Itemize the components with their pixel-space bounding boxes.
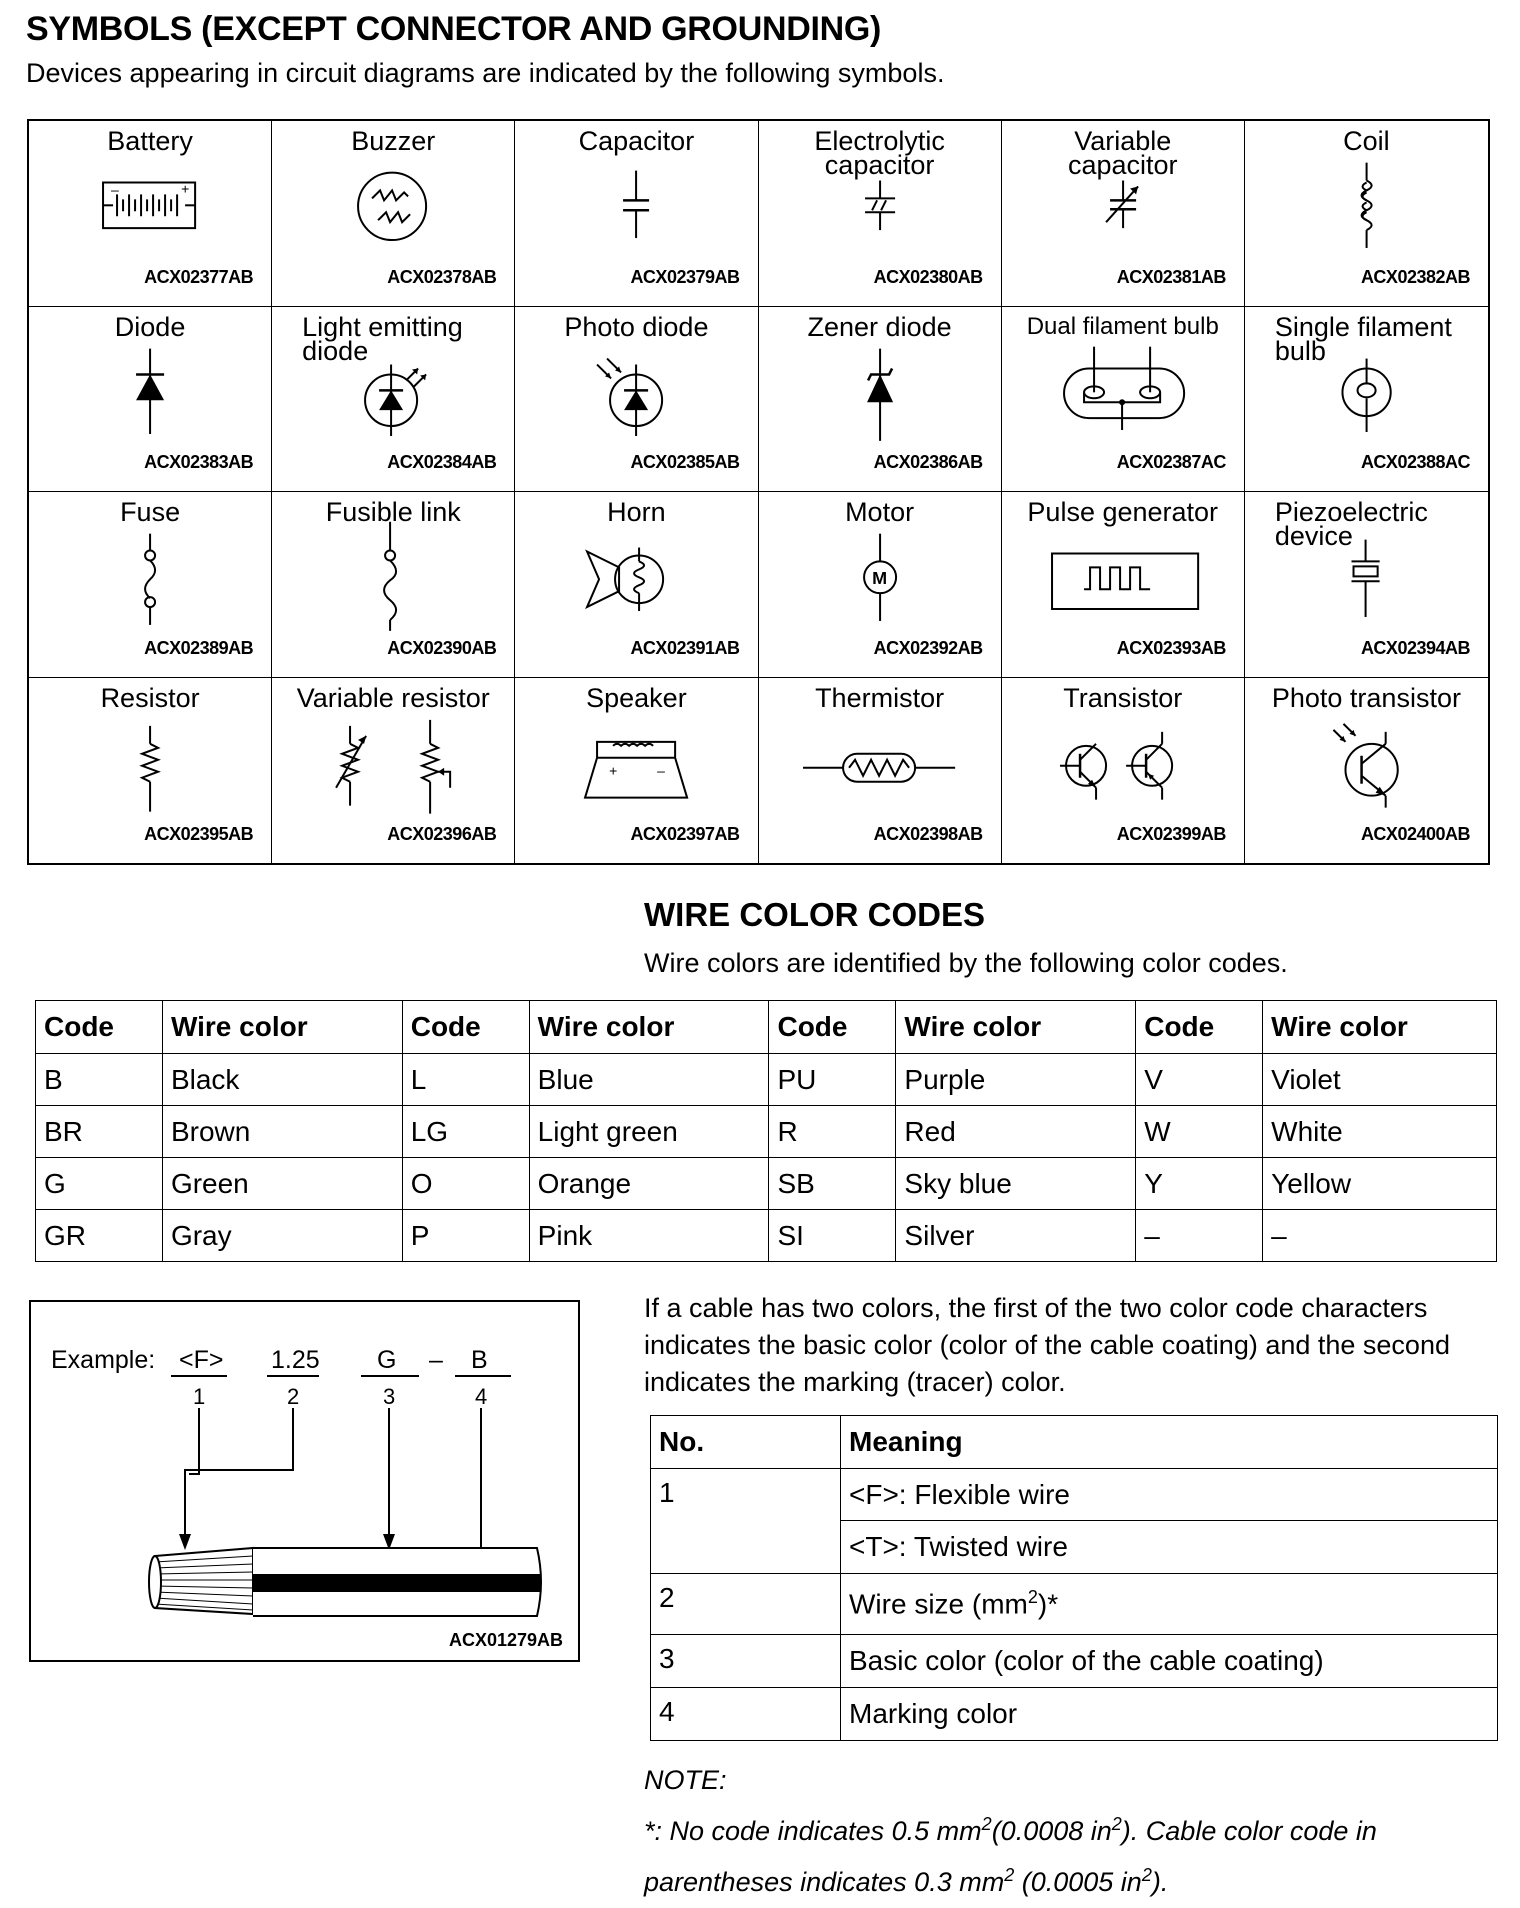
example-number-3: 3 [383, 1384, 396, 1409]
symbol-label: Electrolytic capacitor [814, 126, 945, 180]
symbol-label: Variable resistor [296, 682, 490, 713]
note-line-1 [644, 1802, 1504, 1853]
table-cell: 3 [651, 1635, 841, 1688]
symbol-code: ACX02380AB [873, 266, 983, 287]
meaning-text: Wire size (mm [849, 1588, 1028, 1620]
table-cell: Brown [162, 1106, 402, 1158]
symbol-cell-coil [1245, 121, 1488, 307]
note-block [644, 1758, 1504, 1904]
symbol-label: Coil [1343, 126, 1390, 156]
symbol-code: ACX02397AB [630, 824, 740, 844]
page-title: SYMBOLS (EXCEPT CONNECTOR AND GROUNDING) [26, 10, 882, 48]
header-cell: Wire color [529, 1001, 769, 1054]
table-cell: 4 [651, 1688, 841, 1741]
table-cell: Basic color (color of the cable coating) [841, 1635, 1498, 1688]
svg-text:+: + [181, 180, 190, 197]
example-part-4: B [471, 1346, 488, 1374]
example-dash: – [429, 1346, 443, 1374]
table-cell: Black [162, 1054, 402, 1106]
symbol-cell-horn [515, 492, 758, 678]
symbol-cell-piezoelectric-device [1245, 492, 1488, 678]
note-text: parentheses indicates 0.3 mm [644, 1867, 1005, 1897]
table-header-row [36, 1001, 1497, 1054]
example-part-3: G [377, 1346, 397, 1374]
symbol-code: ACX02393AB [1116, 637, 1226, 658]
symbol-cell-buzzer [272, 121, 515, 307]
symbol-cell-battery [29, 121, 272, 307]
table-row [651, 1635, 1498, 1688]
wire-example-diagram [31, 1302, 582, 1664]
symbol-code: ACX02377AB [144, 266, 254, 287]
table-cell: Purple [896, 1054, 1136, 1106]
table-row [651, 1688, 1498, 1741]
symbol-code: ACX02398AB [873, 824, 983, 844]
svg-text:–: – [111, 181, 119, 198]
table-cell: Silver [896, 1210, 1136, 1262]
symbol-code: ACX02384AB [387, 452, 497, 472]
table-cell: Yellow [1263, 1158, 1497, 1210]
symbol-code: ACX02388AC [1360, 452, 1470, 472]
table-cell: B [36, 1054, 163, 1106]
symbol-code: ACX02381AB [1116, 266, 1226, 287]
symbol-cell-diode [29, 307, 272, 493]
header-cell: Wire color [1263, 1001, 1497, 1054]
symbol-cell-dual-filament-bulb [1002, 307, 1245, 493]
header-cell: Wire color [896, 1001, 1136, 1054]
wire-color-title: WIRE COLOR CODES [644, 896, 986, 933]
symbol-cell-motor [759, 492, 1002, 678]
table-row [651, 1574, 1498, 1635]
table-row [36, 1158, 1497, 1210]
superscript: 2 [1004, 1865, 1015, 1885]
example-part-2: 1.25 [271, 1346, 320, 1374]
table-cell: Light green [529, 1106, 769, 1158]
table-cell: Violet [1263, 1054, 1497, 1106]
table-cell: 1 [651, 1469, 841, 1574]
symbol-cell-capacitor [515, 121, 758, 307]
symbol-cell-fuse [29, 492, 272, 678]
table-cell: LG [402, 1106, 529, 1158]
symbol-cell-pulse-generator [1002, 492, 1245, 678]
symbol-label: Capacitor [578, 126, 695, 156]
symbol-label: Fusible link [325, 497, 461, 527]
note-line-2 [644, 1853, 1504, 1904]
example-part-1: <F> [179, 1346, 224, 1374]
table-row [36, 1106, 1497, 1158]
table-cell: SI [769, 1210, 896, 1262]
table-cell: O [402, 1158, 529, 1210]
note-title: NOTE: [644, 1765, 727, 1795]
header-cell: Code [1136, 1001, 1263, 1054]
table-cell: P [402, 1210, 529, 1262]
symbol-cell-photo-transistor [1245, 678, 1488, 864]
symbol-code: ACX02383AB [144, 452, 254, 472]
table-cell: Y [1136, 1158, 1263, 1210]
superscript: 2 [981, 1814, 992, 1834]
symbol-cell-fusible-link [272, 492, 515, 678]
table-cell: R [769, 1106, 896, 1158]
table-cell: 2 [651, 1574, 841, 1635]
wire-color-subtitle: Wire colors are identified by the following color codes. [644, 948, 1288, 978]
page-subtitle: Devices appearing in circuit diagrams are indicated by the following symbols. [26, 58, 945, 88]
symbol-code: ACX02396AB [387, 824, 497, 844]
symbol-cell-speaker [515, 678, 758, 864]
example-number-1: 1 [193, 1384, 206, 1409]
table-cell: – [1136, 1210, 1263, 1262]
table-cell: SB [769, 1158, 896, 1210]
symbol-cell-led [272, 307, 515, 493]
symbol-label: Speaker [586, 682, 687, 713]
table-cell: Sky blue [896, 1158, 1136, 1210]
symbol-cell-variable-capacitor [1002, 121, 1245, 307]
symbol-code: ACX02385AB [630, 452, 740, 472]
table-cell: Orange [529, 1158, 769, 1210]
note-text: ). [1151, 1867, 1169, 1897]
example-number-2: 2 [287, 1384, 300, 1409]
symbol-code: ACX02392AB [873, 637, 983, 658]
symbol-code: ACX02394AB [1360, 637, 1470, 658]
svg-text:M: M [871, 568, 887, 589]
table-header-row [651, 1416, 1498, 1469]
table-cell: Pink [529, 1210, 769, 1262]
symbol-code: ACX02389AB [144, 637, 254, 658]
symbol-code: ACX02387AC [1116, 452, 1226, 472]
header-cell: Code [769, 1001, 896, 1054]
symbol-code: ACX02399AB [1116, 824, 1226, 844]
table-cell: Gray [162, 1210, 402, 1262]
example-number-4: 4 [475, 1384, 488, 1409]
symbol-label: Battery [107, 126, 193, 156]
symbol-label: Zener diode [807, 311, 952, 342]
note-text: ). Cable color code in [1121, 1816, 1377, 1846]
symbol-code: ACX02390AB [387, 637, 497, 658]
symbol-cell-electrolytic-capacitor [759, 121, 1002, 307]
example-code: ACX01279AB [449, 1630, 564, 1650]
svg-text:+: + [609, 762, 618, 779]
header-cell: Wire color [162, 1001, 402, 1054]
symbol-label: Fuse [120, 497, 181, 527]
symbol-cell-single-filament-bulb [1245, 307, 1488, 493]
symbol-label: Thermistor [815, 682, 945, 713]
table-cell: GR [36, 1210, 163, 1262]
symbol-label: Piezoelectric device [1274, 497, 1428, 551]
symbol-label: Variable capacitor [1067, 126, 1178, 180]
table-cell: – [1263, 1210, 1497, 1262]
meaning-table [650, 1415, 1498, 1741]
symbol-label: Photo diode [564, 311, 709, 342]
table-row [36, 1054, 1497, 1106]
symbol-label: Diode [114, 311, 186, 342]
symbol-label: Light emitting diode [302, 311, 463, 366]
symbol-label: Transistor [1063, 682, 1183, 713]
table-cell: <T>: Twisted wire [841, 1521, 1498, 1574]
symbol-label: Horn [607, 497, 666, 527]
header-cell: Code [36, 1001, 163, 1054]
explanation-paragraph: If a cable has two colors, the first of the two color code characters indicates the basic color (color of the cable coating) and the second indicates the marking (tracer) color. [644, 1293, 1450, 1397]
symbol-cell-resistor [29, 678, 272, 864]
symbol-code: ACX02391AB [630, 637, 740, 658]
wire-color-table [35, 1000, 1497, 1262]
table-row [36, 1210, 1497, 1262]
header-cell: Code [402, 1001, 529, 1054]
header-cell: Meaning [841, 1416, 1498, 1469]
symbol-code: ACX02379AB [630, 266, 740, 287]
symbol-label: Single filament bulb [1274, 311, 1452, 366]
wire-example-figure [29, 1300, 580, 1662]
example-label: Example: [51, 1346, 156, 1374]
table-cell [841, 1574, 1498, 1635]
table-cell: W [1136, 1106, 1263, 1158]
table-cell: V [1136, 1054, 1263, 1106]
table-cell: Marking color [841, 1688, 1498, 1741]
symbol-cell-transistor [1002, 678, 1245, 864]
table-cell: G [36, 1158, 163, 1210]
table-cell: Red [896, 1106, 1136, 1158]
table-cell: White [1263, 1106, 1497, 1158]
symbol-label: Motor [845, 497, 915, 527]
superscript: 2 [1141, 1865, 1152, 1885]
table-cell: <F>: Flexible wire [841, 1469, 1498, 1521]
symbol-label: Resistor [100, 682, 200, 713]
symbol-label: Pulse generator [1027, 497, 1219, 527]
symbol-code: ACX02395AB [144, 824, 254, 844]
symbol-grid [27, 119, 1490, 865]
symbol-code: ACX02382AB [1360, 266, 1470, 287]
symbol-code: ACX02386AB [873, 452, 983, 472]
note-text: (0.0005 in [1014, 1867, 1142, 1897]
superscript: 2 [1111, 1814, 1122, 1834]
svg-text:–: – [657, 762, 666, 779]
table-cell: L [402, 1054, 529, 1106]
table-cell: Green [162, 1158, 402, 1210]
note-text: *: No code indicates 0.5 mm [644, 1816, 982, 1846]
symbol-cell-photo-diode [515, 307, 758, 493]
symbol-label: Buzzer [351, 126, 436, 156]
symbol-label: Photo transistor [1271, 682, 1461, 713]
meaning-text: )* [1037, 1588, 1059, 1620]
table-cell: PU [769, 1054, 896, 1106]
superscript: 2 [1027, 1587, 1038, 1608]
symbol-label: Dual filament bulb [1026, 312, 1219, 340]
symbol-cell-zener-diode [759, 307, 1002, 493]
symbol-code: ACX02378AB [387, 266, 497, 287]
symbol-cell-thermistor [759, 678, 1002, 864]
table-row [651, 1469, 1498, 1521]
header-cell: No. [651, 1416, 841, 1469]
symbol-cell-variable-resistor [272, 678, 515, 864]
note-text: (0.0008 in [991, 1816, 1112, 1846]
table-cell: Blue [529, 1054, 769, 1106]
table-cell: BR [36, 1106, 163, 1158]
symbol-code: ACX02400AB [1360, 824, 1470, 844]
